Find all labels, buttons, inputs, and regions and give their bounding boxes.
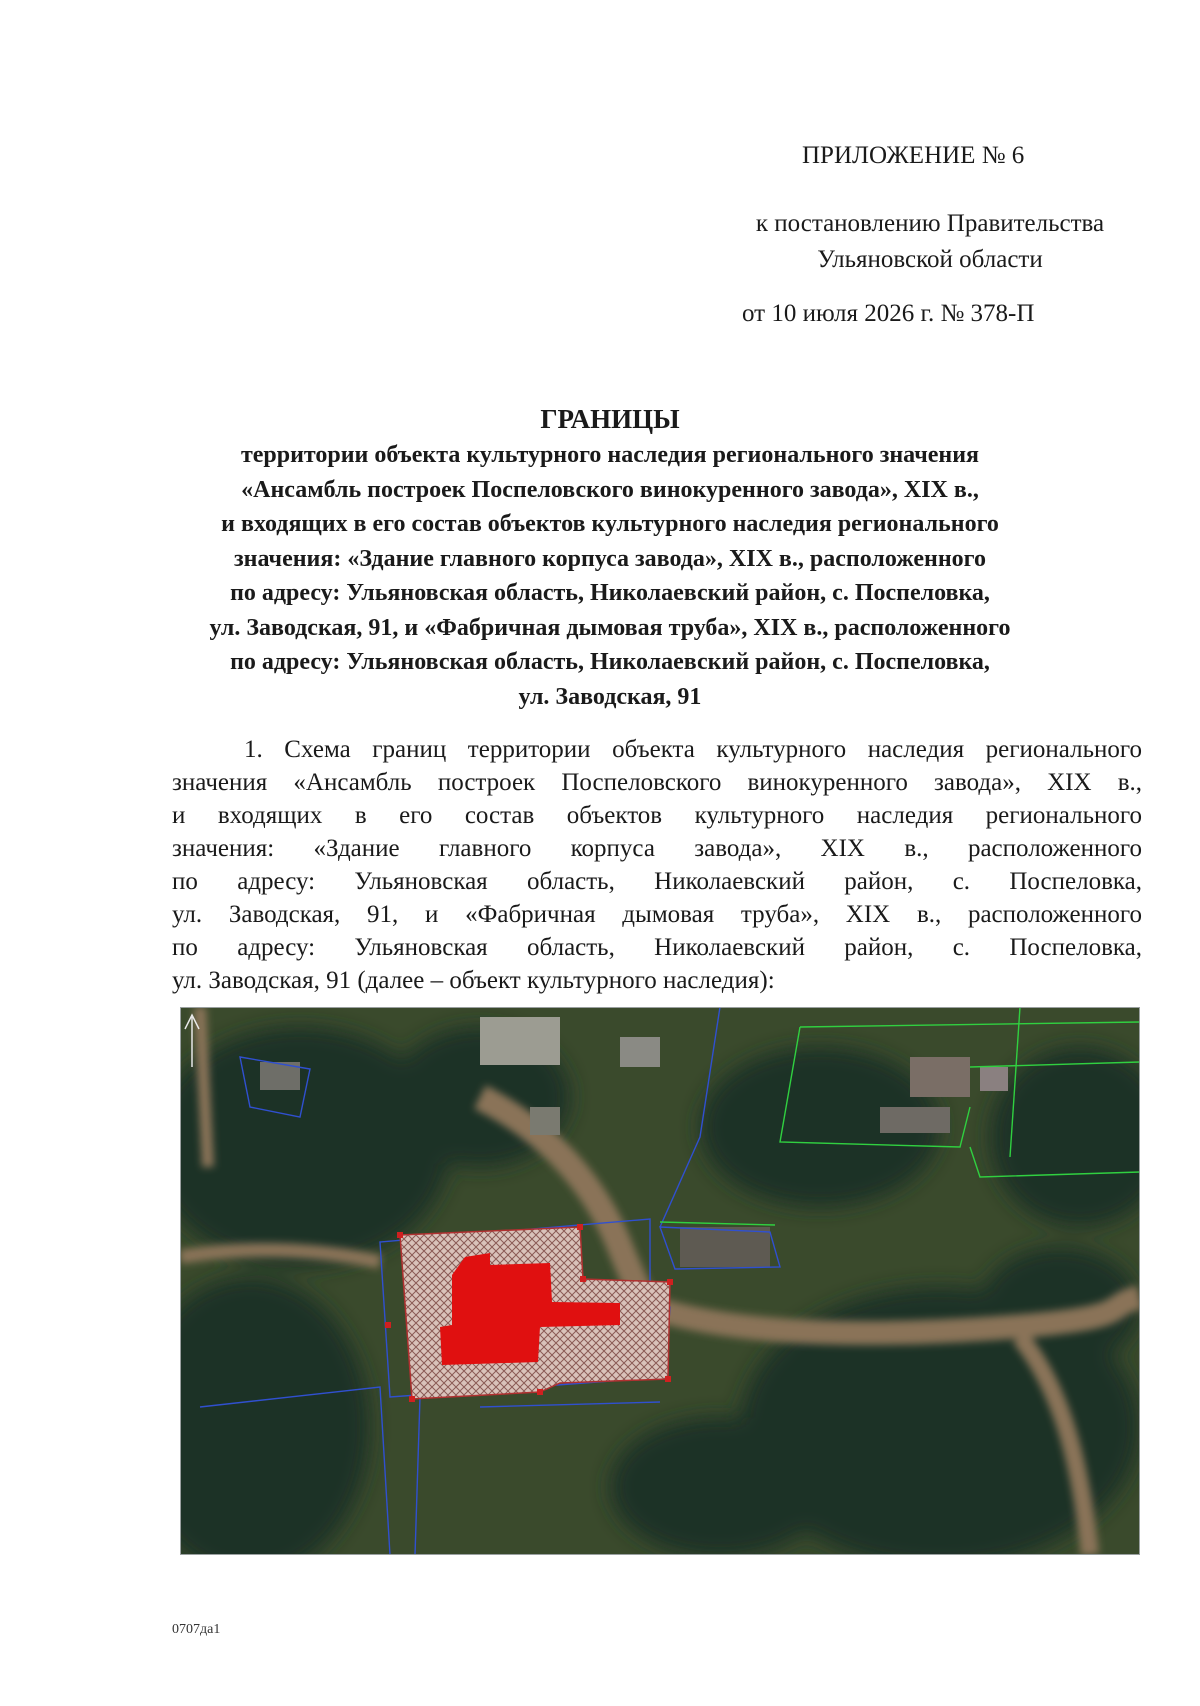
paragraph-line: и входящих в его состав объектов культурного наследия регионального <box>172 802 1142 829</box>
paragraph-line: по адресу: Ульяновская область, Николаевский район, с. Поспеловка, <box>172 934 1142 961</box>
title-line: по адресу: Ульяновская область, Николаевский район, с. Поспеловка, <box>230 649 990 675</box>
paragraph-line: ул. Заводская, 91, и «Фабричная дымовая труба», XIX в., расположенного <box>172 901 1142 928</box>
paragraph-line: 1. Схема границ территории объекта культурного наследия регионального <box>244 736 1142 763</box>
map-svg <box>180 1007 1140 1555</box>
title-main: ГРАНИЦЫ <box>540 404 680 434</box>
document-title <box>160 402 1060 714</box>
title-line: значения: «Здание главного корпуса завода», XIX в., расположенного <box>234 545 986 572</box>
paragraph-line: значения «Ансамбль построек Поспеловского винокуренного завода», XIX в., <box>172 769 1142 796</box>
decree-date: от 10 июля 2026 г. № 378-П <box>742 300 1035 327</box>
footer-code: 0707да1 <box>172 1622 221 1637</box>
title-line: и входящих в его состав объектов культурного наследия регионального <box>221 511 999 537</box>
paragraph-1 <box>172 733 1142 997</box>
paragraph-line: по адресу: Ульяновская область, Николаевский район, с. Поспеловка, <box>172 868 1142 895</box>
title-line: по адресу: Ульяновская область, Николаевский район, с. Поспеловка, <box>230 580 990 606</box>
title-line: территории объекта культурного наследия регионального значения <box>240 442 980 468</box>
boundary-map <box>180 1007 1140 1555</box>
paragraph-line: ул. Заводская, 91 (далее – объект культурного наследия): <box>172 967 775 994</box>
paragraph-line: значения: «Здание главного корпуса завода», XIX в., расположенного <box>172 835 1142 862</box>
appendix-number: ПРИЛОЖЕНИЕ № 6 <box>802 142 1025 169</box>
title-line: ул. Заводская, 91, и «Фабричная дымовая труба», XIX в., расположенного <box>209 614 1011 641</box>
decree-line-1: к постановлению Правительства <box>755 210 1105 237</box>
title-line: ул. Заводская, 91 <box>518 683 702 710</box>
title-line: «Ансамбль построек Поспеловского винокуренного завода», XIX в., <box>241 476 979 503</box>
decree-line-2: Ульяновской области <box>817 246 1043 273</box>
decree-reference <box>700 206 1160 278</box>
